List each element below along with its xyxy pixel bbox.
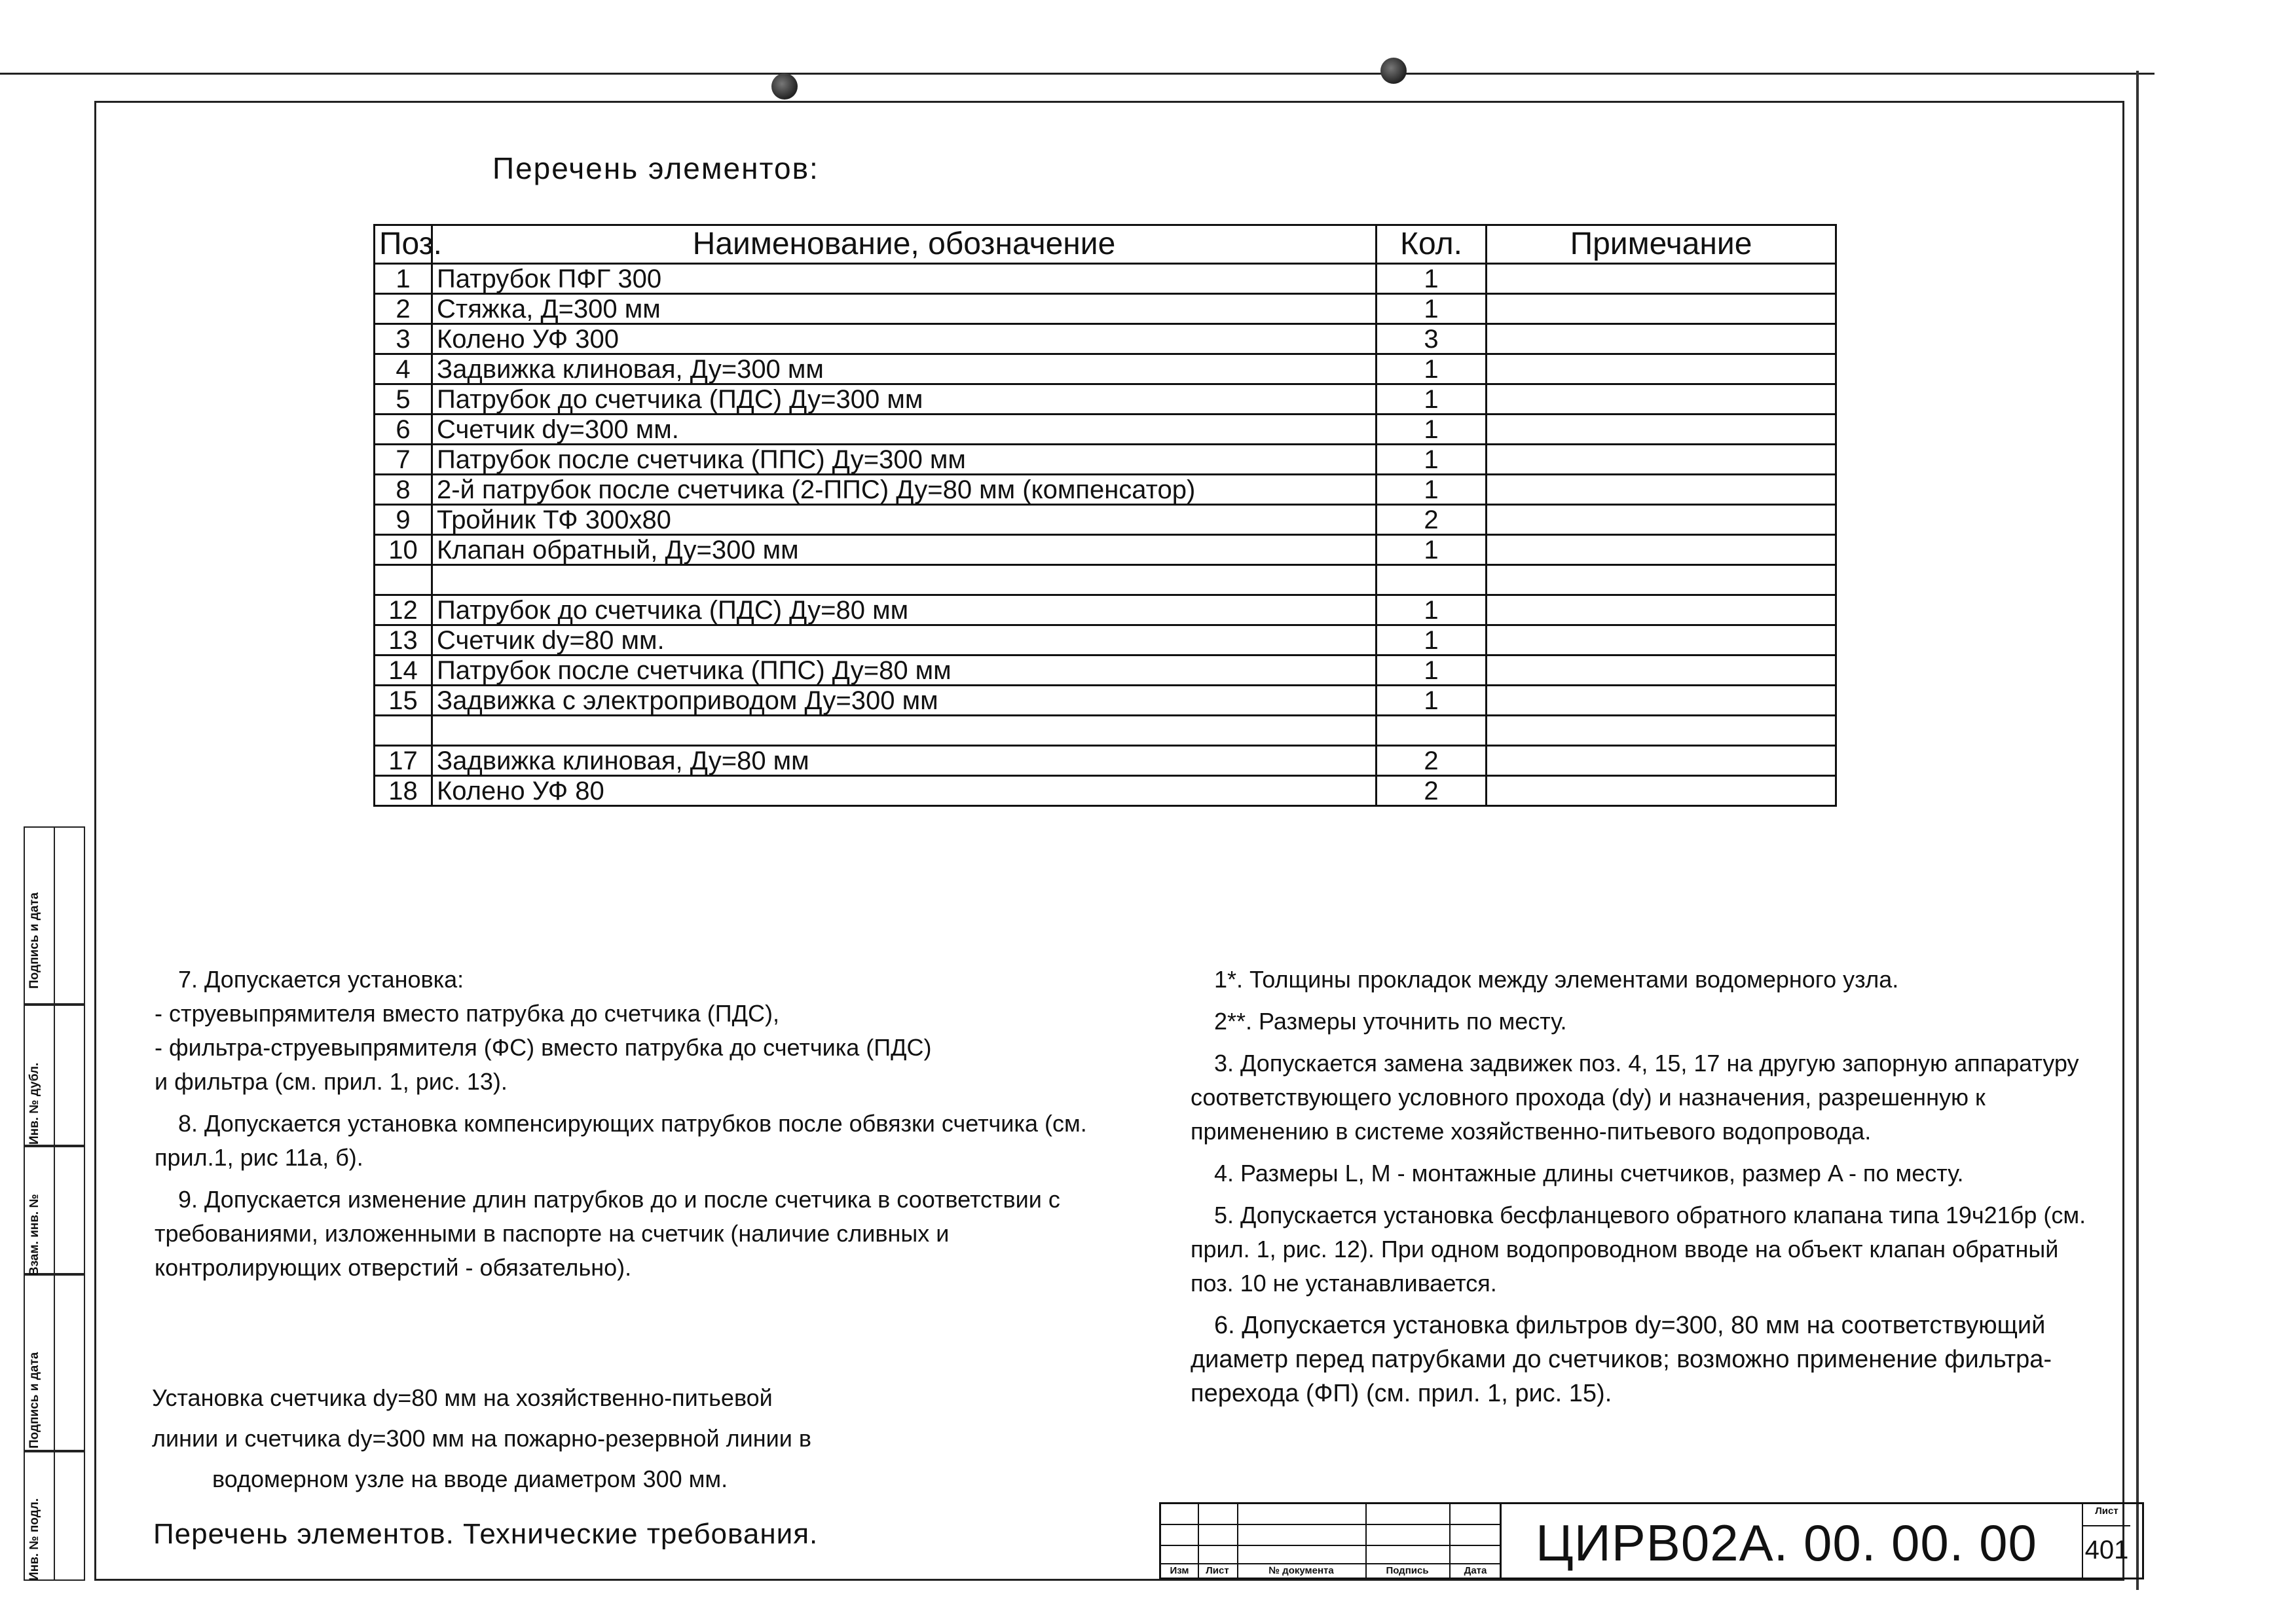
binder-hole-icon	[1380, 58, 1407, 84]
cell-pos	[375, 565, 432, 595]
title-block	[1159, 1502, 2144, 1579]
cell-qty: 1	[1377, 354, 1487, 384]
table-row	[375, 445, 1836, 475]
cell-note	[1487, 625, 1836, 655]
header-pos: Поз.	[375, 225, 432, 264]
cell-note	[1487, 324, 1836, 354]
sidebar-label: Инв. № дубл.	[28, 1062, 41, 1145]
drawing-caption	[152, 1378, 1003, 1500]
table-row	[375, 415, 1836, 445]
header-name: Наименование, обозначение	[432, 225, 1377, 264]
note-left-8: 8. Допускается установка компенсирующих патрубков после обвязки счетчика (см. прил.1, рис 11а, б).	[155, 1110, 1087, 1171]
cell-note	[1487, 505, 1836, 535]
cell-name: Патрубок до счетчика (ПДС) Ду=300 мм	[432, 384, 1377, 415]
cell-pos	[375, 716, 432, 746]
table-row	[375, 324, 1836, 354]
cell-note	[1487, 264, 1836, 294]
cell-name: Тройник ТФ 300х80	[432, 505, 1377, 535]
table-row	[375, 716, 1836, 746]
note-right-5: 5. Допускается установка бесфланцевого обратного клапана типа 19ч21бр (см. прил. 1, рис. 12). При одном водопроводном вводе на объект клапан обратный поз. 10 не устанавливается.	[1191, 1202, 2086, 1297]
cell-name: Патрубок ПФГ 300	[432, 264, 1377, 294]
cell-pos: 3	[375, 324, 432, 354]
stamp-label-date: Дата	[1464, 1565, 1487, 1576]
cell-note	[1487, 384, 1836, 415]
cell-qty: 1	[1377, 445, 1487, 475]
cell-pos: 18	[375, 776, 432, 806]
left-stamp-divider	[24, 1450, 85, 1452]
stamp-label-doc: № документа	[1268, 1565, 1334, 1576]
note-right-1: 1*. Толщины прокладок между элементами водомерного узла.	[1214, 966, 1899, 993]
document-code: ЦИРВ02А. 00. 00. 00	[1536, 1514, 2037, 1572]
cell-pos: 9	[375, 505, 432, 535]
table-row	[375, 625, 1836, 655]
table-row	[375, 294, 1836, 324]
top-rule	[0, 73, 2155, 75]
table-row	[375, 384, 1836, 415]
caption-line: Установка счетчика dy=80 мм на хозяйственно-питьевой	[152, 1384, 773, 1411]
list-title: Перечень элементов:	[492, 151, 819, 185]
table-row	[375, 686, 1836, 716]
cell-name: Задвижка с электроприводом Ду=300 мм	[432, 686, 1377, 716]
note-right-4: 4. Размеры L, M - монтажные длины счетчиков, размер A - по месту.	[1214, 1160, 1964, 1187]
cell-qty: 1	[1377, 625, 1487, 655]
cell-note	[1487, 354, 1836, 384]
cell-qty: 1	[1377, 475, 1487, 505]
cell-pos: 15	[375, 686, 432, 716]
notes-left	[155, 963, 1098, 1285]
cell-name	[432, 716, 1377, 746]
cell-pos: 17	[375, 746, 432, 776]
table-body	[375, 264, 1836, 806]
cell-qty: 1	[1377, 535, 1487, 565]
left-stamp-field	[54, 826, 85, 1581]
cell-note	[1487, 595, 1836, 625]
cell-qty: 1	[1377, 294, 1487, 324]
cell-name: Стяжка, Д=300 мм	[432, 294, 1377, 324]
sidebar-label: Взам. инв. №	[28, 1194, 41, 1276]
cell-name: Патрубок после счетчика (ППС) Ду=80 мм	[432, 655, 1377, 686]
cell-qty: 1	[1377, 264, 1487, 294]
cell-qty: 1	[1377, 384, 1487, 415]
footer-title: Перечень элементов. Технические требования.	[153, 1518, 819, 1550]
cell-qty	[1377, 565, 1487, 595]
cell-name: Счетчик dy=300 мм.	[432, 415, 1377, 445]
caption-line: водомерном узле на вводе диаметром 300 мм.	[212, 1466, 728, 1492]
header-qty: Кол.	[1377, 225, 1487, 264]
cell-note	[1487, 716, 1836, 746]
cell-pos: 2	[375, 294, 432, 324]
cell-qty: 1	[1377, 655, 1487, 686]
cell-name: 2-й патрубок после счетчика (2-ППС) Ду=80 мм (компенсатор)	[432, 475, 1377, 505]
cell-note	[1487, 776, 1836, 806]
cell-qty	[1377, 716, 1487, 746]
note-left-7c: и фильтра (см. прил. 1, рис. 13).	[155, 1068, 508, 1095]
cell-pos: 13	[375, 625, 432, 655]
cell-note	[1487, 655, 1836, 686]
sidebar-label: Подпись и дата	[28, 892, 41, 989]
cell-qty: 1	[1377, 686, 1487, 716]
binder-hole-icon	[771, 73, 798, 100]
cell-qty: 1	[1377, 415, 1487, 445]
sheet-box	[2082, 1504, 2130, 1578]
cell-pos: 7	[375, 445, 432, 475]
table-row	[375, 595, 1836, 625]
cell-name: Патрубок до счетчика (ПДС) Ду=80 мм	[432, 595, 1377, 625]
cell-name: Патрубок после счетчика (ППС) Ду=300 мм	[432, 445, 1377, 475]
note-right-3: 3. Допускается замена задвижек поз. 4, 15, 17 на другую запорную аппаратуру соответствующего условного прохода (dy) и назначения, разрешенную к применению в системе хозяйственно-питьевого водопровода.	[1191, 1050, 2079, 1145]
document-code-box	[1500, 1502, 2144, 1579]
note-left-7b: - фильтра-струевыпрямителя (ФС) вместо патрубка до счетчика (ПДС)	[155, 1034, 932, 1061]
table-row	[375, 565, 1836, 595]
table-row	[375, 505, 1836, 535]
elements-table	[373, 224, 1837, 807]
frame-right-edge	[2136, 71, 2139, 1590]
revision-grid	[1159, 1502, 1500, 1579]
cell-name: Колено УФ 300	[432, 324, 1377, 354]
cell-name: Задвижка клиновая, Ду=300 мм	[432, 354, 1377, 384]
cell-qty: 2	[1377, 505, 1487, 535]
cell-qty: 1	[1377, 595, 1487, 625]
cell-pos: 10	[375, 535, 432, 565]
sidebar-label: Инв. № подл.	[28, 1498, 41, 1581]
cell-name: Колено УФ 80	[432, 776, 1377, 806]
table-row	[375, 655, 1836, 686]
table-row	[375, 264, 1836, 294]
table-row	[375, 475, 1836, 505]
note-right-2: 2**. Размеры уточнить по месту.	[1214, 1008, 1567, 1035]
cell-pos: 5	[375, 384, 432, 415]
cell-note	[1487, 686, 1836, 716]
cell-note	[1487, 415, 1836, 445]
table-row	[375, 776, 1836, 806]
cell-qty: 2	[1377, 776, 1487, 806]
left-stamp-divider	[24, 1145, 85, 1147]
cell-note	[1487, 445, 1836, 475]
table-row	[375, 746, 1836, 776]
header-note: Примечание	[1487, 225, 1836, 264]
table-header-row	[375, 225, 1836, 264]
stamp-label-sign: Подпись	[1386, 1565, 1429, 1576]
cell-note	[1487, 475, 1836, 505]
cell-pos: 12	[375, 595, 432, 625]
cell-note	[1487, 565, 1836, 595]
table-row	[375, 354, 1836, 384]
cell-pos: 4	[375, 354, 432, 384]
note-right-6: 6. Допускается установка фильтров dy=300, 80 мм на соответствующий диаметр перед патрубками до счетчиков; возможно применение фильтра-перехода (ФП) (см. прил. 1, рис. 15).	[1191, 1312, 2052, 1407]
cell-pos: 8	[375, 475, 432, 505]
caption-line: линии и счетчика dy=300 мм на пожарно-резервной линии в	[152, 1425, 811, 1452]
notes-right	[1191, 963, 2094, 1411]
cell-name	[432, 565, 1377, 595]
cell-note	[1487, 535, 1836, 565]
table-row	[375, 535, 1836, 565]
sidebar-label: Подпись и дата	[28, 1352, 41, 1449]
cell-pos: 6	[375, 415, 432, 445]
cell-qty: 2	[1377, 746, 1487, 776]
sheet-number: 401	[2084, 1536, 2129, 1564]
sheet-label: Лист	[2083, 1505, 2130, 1526]
note-left-7: 7. Допускается установка:	[178, 966, 464, 993]
cell-pos: 1	[375, 264, 432, 294]
stamp-label-list: Лист	[1206, 1565, 1229, 1576]
cell-note	[1487, 746, 1836, 776]
left-stamp-column	[24, 826, 85, 1581]
cell-note	[1487, 294, 1836, 324]
cell-name: Клапан обратный, Ду=300 мм	[432, 535, 1377, 565]
left-stamp-divider	[24, 1003, 85, 1006]
cell-pos: 14	[375, 655, 432, 686]
cell-name: Задвижка клиновая, Ду=80 мм	[432, 746, 1377, 776]
cell-name: Счетчик dy=80 мм.	[432, 625, 1377, 655]
note-left-9: 9. Допускается изменение длин патрубков до и после счетчика в соответствии с требованиями, изложенными в паспорте на счетчик (наличие сливных и контролирующих отверстий - обязательно).	[155, 1186, 1060, 1281]
note-left-7a: - струевыпрямителя вместо патрубка до счетчика (ПДС),	[155, 1000, 779, 1027]
stamp-label-izm: Изм	[1170, 1565, 1189, 1576]
cell-qty: 3	[1377, 324, 1487, 354]
